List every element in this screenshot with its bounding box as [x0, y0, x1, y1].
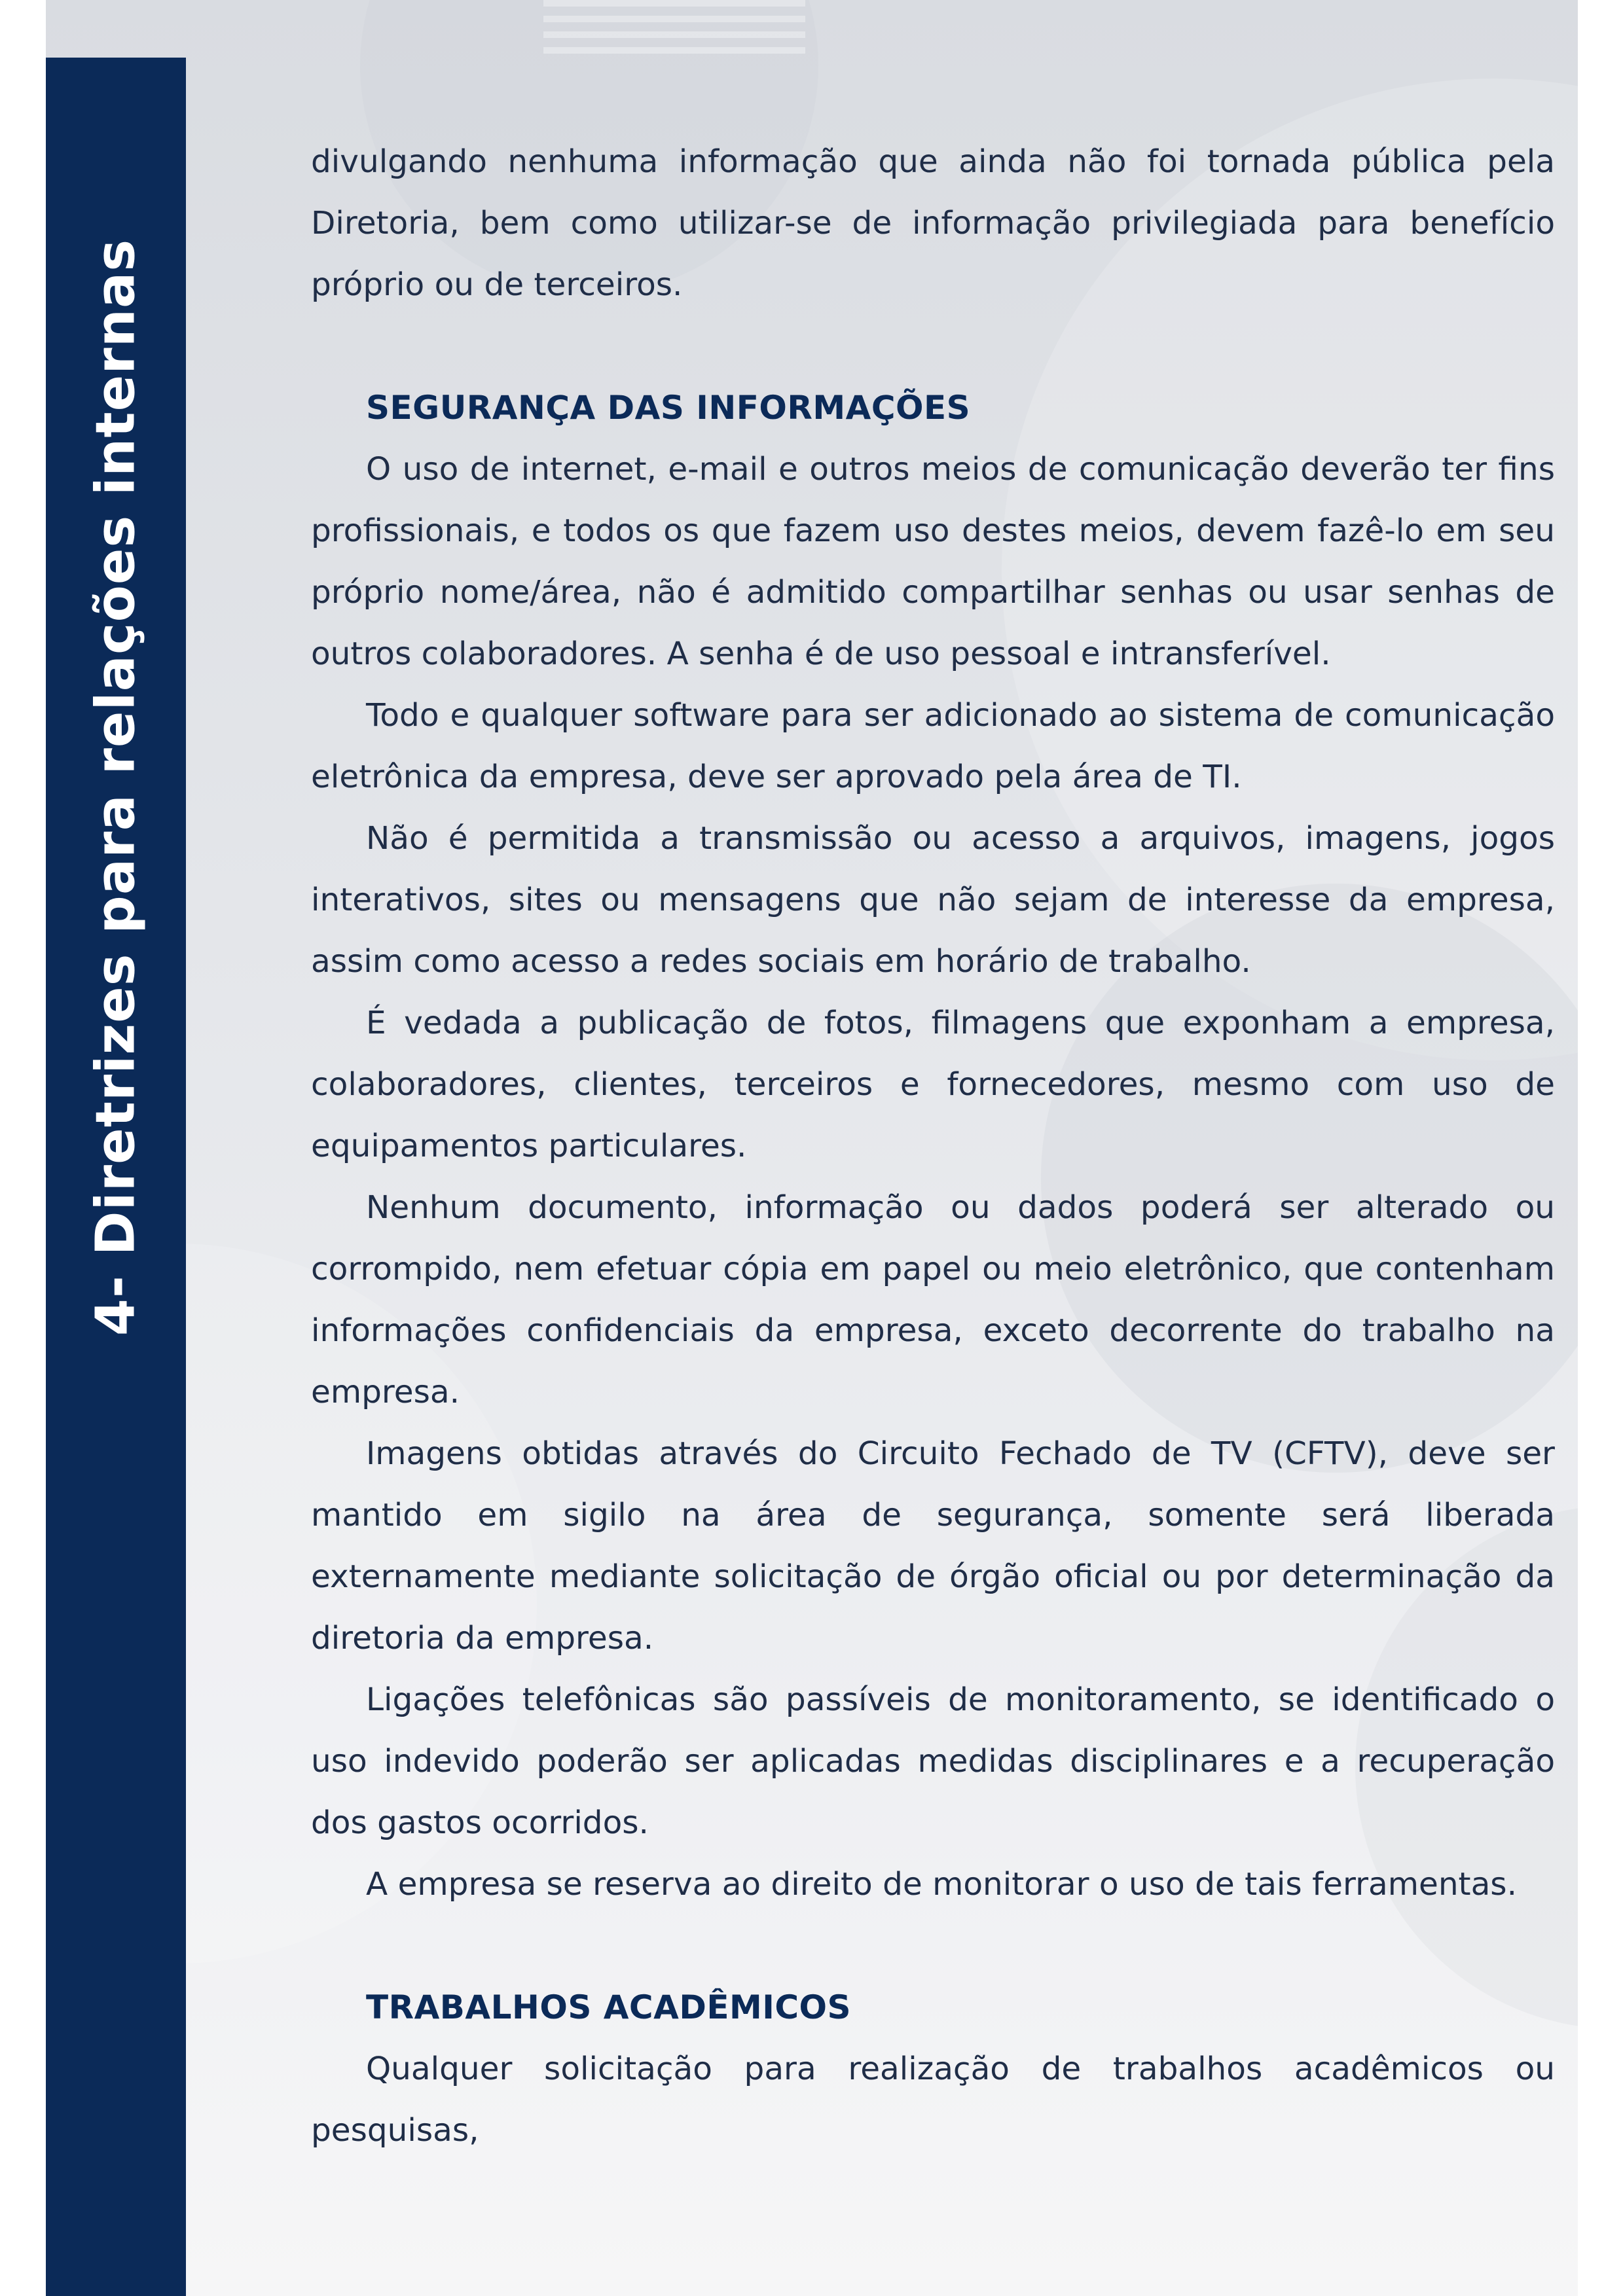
- paragraph: Imagens obtidas através do Circuito Fechado de TV (CFTV), deve ser mantido em sigilo na área de segurança, somente será liberada externamente mediante solicitação de órgão oficial ou por determinação da diretoria da empresa.: [311, 1435, 1555, 1657]
- paragraph: Qualquer solicitação para realização de trabalhos acadêmicos ou pesquisas,: [311, 2051, 1555, 2149]
- paragraph: Ligações telefônicas são passíveis de monitoramento, se identificado o uso indevido poderão ser aplicadas medidas disciplinares e a recuperação dos gastos ocorridos.: [311, 1681, 1555, 1841]
- paragraph: A empresa se reserva ao direito de monitorar o uso de tais ferramentas.: [366, 1866, 1517, 1903]
- page-content: [311, 131, 1555, 2161]
- intro-paragraph: divulgando nenhuma informação que ainda não foi tornada pública pela Diretoria, bem como utilizar-se de informação privilegiada para benefício próprio ou de terceiros.: [311, 143, 1555, 303]
- section-heading-security: SEGURANÇA DAS INFORMAÇÕES: [366, 389, 971, 427]
- section-heading-academic: TRABALHOS ACADÊMICOS: [366, 1988, 852, 2026]
- page: [46, 0, 1578, 2296]
- section-spacer: [311, 315, 1555, 377]
- background-lines: [543, 0, 805, 79]
- paragraph: Não é permitida a transmissão ou acesso a arquivos, imagens, jogos interativos, sites ou mensagens que não sejam de interesse da empresa, assim como acesso a redes sociais em horário de trabalho.: [311, 820, 1555, 980]
- section-spacer: [311, 1915, 1555, 1977]
- paragraph: O uso de internet, e-mail e outros meios de comunicação deverão ter fins profissionais, e todos os que fazem uso destes meios, devem fazê-lo em seu próprio nome/área, não é admitido compartilhar senhas ou usar senhas de outros colaboradores. A senha é de uso pessoal e intransferível.: [311, 451, 1555, 672]
- chapter-sidebar: [46, 58, 186, 2296]
- paragraph: Nenhum documento, informação ou dados poderá ser alterado ou corrompido, nem efetuar cópia em papel ou meio eletrônico, que contenham informações confidenciais da empresa, exceto decorrente do trabalho na empresa.: [311, 1189, 1555, 1410]
- chapter-title: 4- Diretrizes para relações internas: [84, 238, 147, 1336]
- paragraph: Todo e qualquer software para ser adicionado ao sistema de comunicação eletrônica da empresa, deve ser aprovado pela área de TI.: [311, 697, 1555, 795]
- paragraph: É vedada a publicação de fotos, filmagens que exponham a empresa, colaboradores, clientes, terceiros e fornecedores, mesmo com uso de equipamentos particulares.: [311, 1005, 1555, 1164]
